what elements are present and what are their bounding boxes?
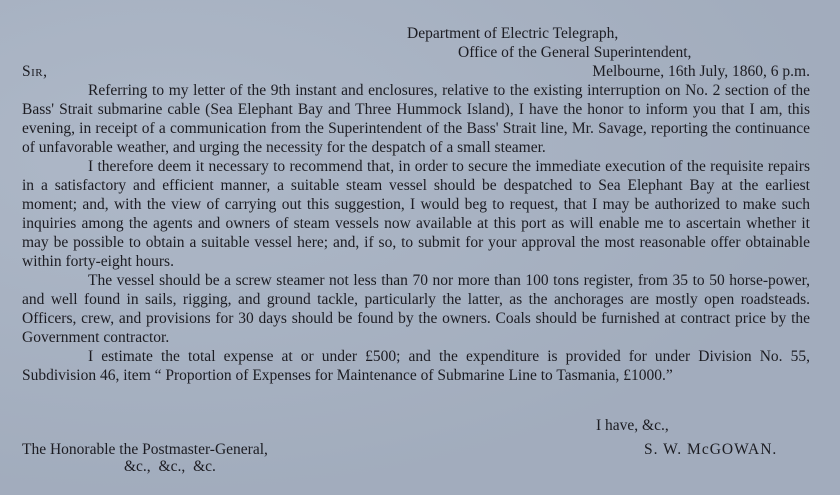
paragraph-4: I estimate the total expense at or under £500; and the expenditure is provided for under Division No. 55, Subdivision 46, item “ Proportion of Expenses for Maintenance of Submarine Line to Tasmania, £1000.” <box>22 348 810 384</box>
paragraph-2: I therefore deem it necessary to recommend that, in order to secure the immediate execution of the requisite repairs in a satisfactory and efficient manner, a suitable steam vessel should be despatched to Sea Elephant Bay at the earliest moment; and, with the view of carrying out this suggestion, I would beg to request, that I may be authorized to make such inquiries among the agents and owners of steam vessels now available at this port as will enable me to ascertain whether it may be possible to obtain a suitable vessel here; and, if so, to submit for your approval the most reasonable offer obtainable within forty-eight hours. <box>22 158 810 270</box>
letterhead-office: Office of the General Superintendent, <box>458 44 692 61</box>
paragraph-3: The vessel should be a screw steamer not less than 70 nor more than 100 tons register, from 35 to 50 horse-power, and well found in sails, rigging, and ground tackle, particularly the latter, as the anchorages are mostly open roadsteads. Officers, crew, and provisions for 30 days should be found by the owners. Coals should be furnished at contract price by the Government contractor. <box>22 272 810 346</box>
salutation: Sir, <box>22 63 48 80</box>
paragraph-1: Referring to my letter of the 9th instant and enclosures, relative to the existing interruption on No. 2 section of the Bass' Strait submarine cable (Sea Elephant Bay and Three Hummock Island), I have the honor to inform you that I am, this evening, in receipt of a communication from the Superintendent of the Bass' Strait line, Mr. Savage, reporting the continuance of unfavorable weather, and urging the necessity for the despatch of a small steamer. <box>22 82 810 156</box>
signature: S. W. McGOWAN. <box>644 441 778 458</box>
addressee: The Honorable the Postmaster-General, <box>22 441 268 458</box>
letterhead-department: Department of Electric Telegraph, <box>407 25 619 42</box>
closing: I have, &c., <box>596 417 669 434</box>
letter-body <box>22 81 810 385</box>
addressee-etc: &c., &c., &c. <box>124 458 216 475</box>
dateline: Melbourne, 16th July, 1860, 6 p.m. <box>592 63 810 80</box>
